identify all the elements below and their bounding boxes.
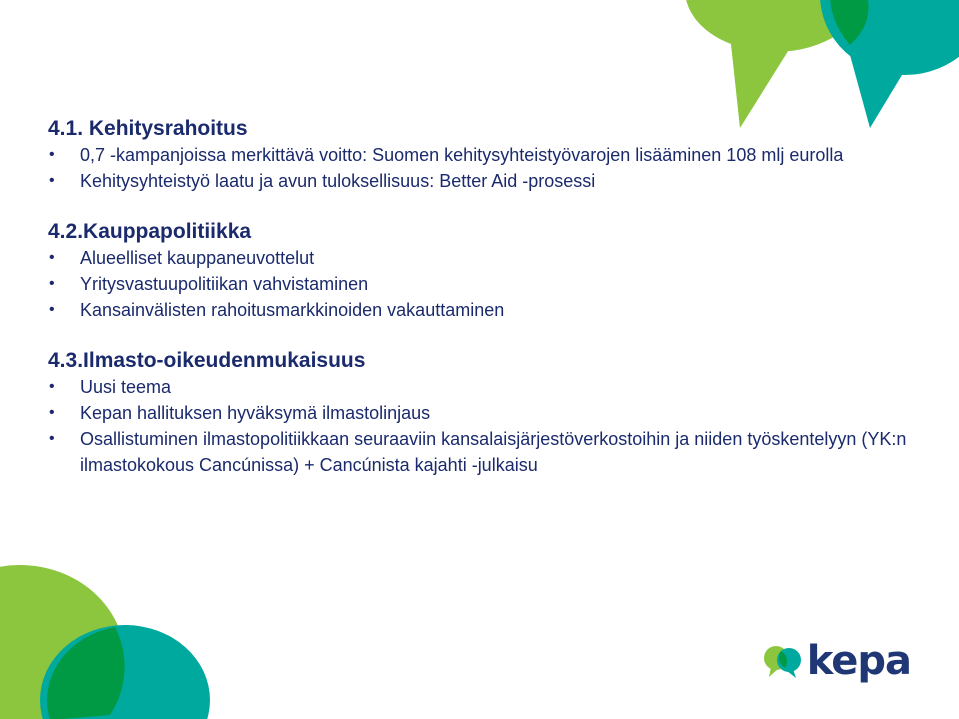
bullet-list [48, 142, 928, 194]
section-heading: 4.1. Kehitysrahoitus [48, 117, 248, 140]
bullet-list [48, 374, 928, 478]
section-kauppapolitiikka [48, 218, 928, 323]
list-item: • Uusi teema [48, 374, 928, 400]
list-item: • Alueelliset kauppaneuvottelut [48, 245, 928, 271]
section-heading: 4.2.Kauppapolitiikka [48, 220, 252, 243]
list-item: • Kehitysyhteistyö laatu ja avun tuloksellisuus: Better Aid -prosessi [48, 168, 928, 194]
section-kehitysrahoitus [48, 115, 928, 194]
section-ilmasto [48, 347, 928, 478]
top-right-bubbles-icon [685, 0, 959, 128]
kepa-logo [763, 638, 911, 684]
list-item: • Kansainvälisten rahoitusmarkkinoiden vakauttaminen [48, 297, 928, 323]
logo-text: kepa [806, 638, 911, 684]
section-heading: 4.3.Ilmasto-oikeudenmukaisuus [48, 349, 366, 372]
list-item: • Osallistuminen ilmastopolitiikkaan seuraaviin kansalaisjärjestöverkostoihin ja niiden työskentelyyn (YK:n ilmastokokous Cancúnissa) + Cancúnista kajahti -julkaisu [48, 426, 928, 478]
list-item: • Kepan hallituksen hyväksymä ilmastolinjaus [48, 400, 928, 426]
list-item: • 0,7 -kampanjoissa merkittävä voitto: Suomen kehitysyhteistyövarojen lisääminen 108 mlj eurolla [48, 142, 928, 168]
list-item: • Yritysvastuupolitiikan vahvistaminen [48, 271, 928, 297]
bullet-list [48, 245, 928, 323]
speech-bubbles-icon [763, 643, 803, 679]
slide-content [48, 115, 928, 494]
bottom-left-bubbles-icon [0, 565, 210, 719]
